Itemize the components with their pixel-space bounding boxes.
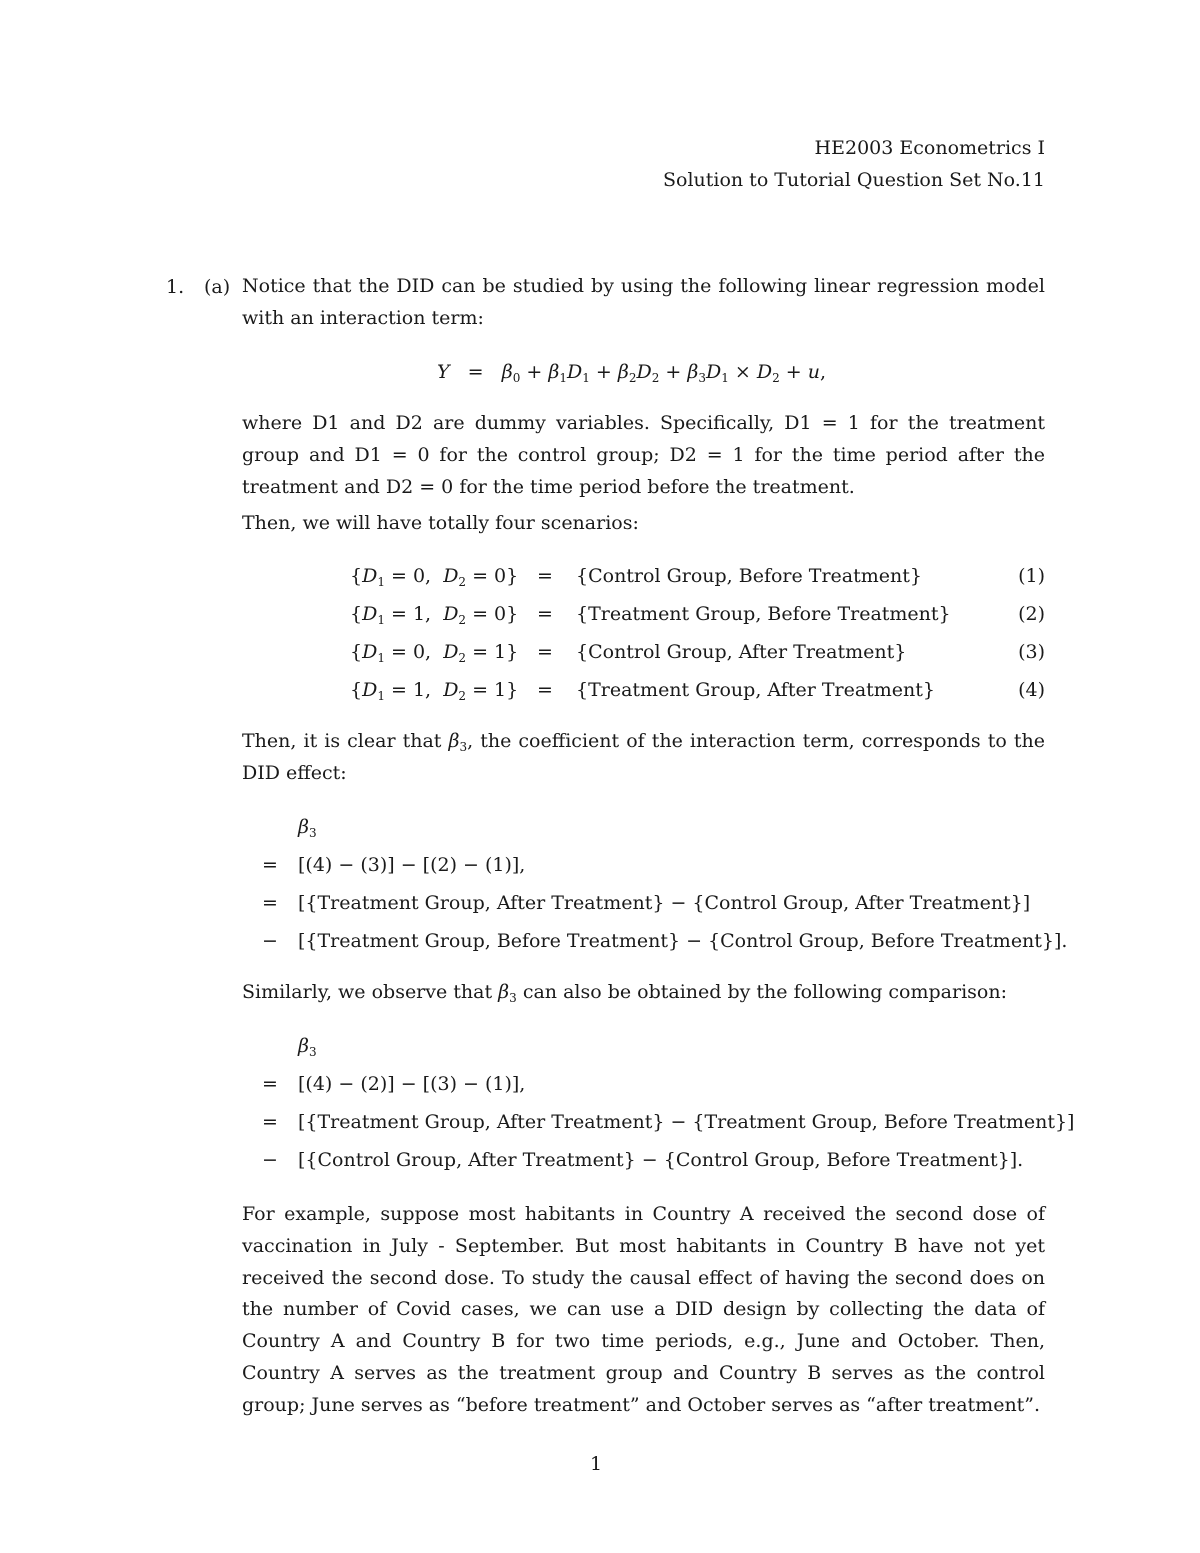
scenario-lhs: {$D_1 = 0$, $D_2 = 0$} bbox=[350, 565, 519, 589]
equals-sign: = bbox=[537, 679, 553, 701]
equals-sign: = bbox=[262, 1111, 278, 1133]
derivation-line: [{Control Group, After Treatment} − {Control Group, Before Treatment}]. bbox=[298, 1149, 1024, 1171]
equation-tag: (4) bbox=[1018, 679, 1045, 701]
scenario-rhs: {Control Group, After Treatment} bbox=[576, 641, 907, 663]
equals-sign: = bbox=[537, 641, 553, 663]
derivation-line: [{Treatment Group, After Treatment} − {Control Group, After Treatment}] bbox=[298, 892, 1031, 914]
scenario-lhs: {$D_1 = 1$, $D_2 = 0$} bbox=[350, 603, 519, 627]
minus-sign: − bbox=[262, 930, 278, 952]
equals-sign: = bbox=[262, 1073, 278, 1095]
regression-equation: $Y = \beta_0 + \beta_1D_1 + \beta_2D_2 + \beta_3D_1 \times D_2 + u$, bbox=[437, 361, 827, 385]
did-effect-text: Then, it is clear that $\beta_3$, the coefficient of the interaction term, corresponds to the DID effect: bbox=[242, 730, 1045, 784]
question-number: 1. bbox=[166, 276, 185, 298]
derivation-line: [{Treatment Group, After Treatment} − {Treatment Group, Before Treatment}] bbox=[298, 1111, 1075, 1133]
scenarios-intro: Then, we will have totally four scenarios: bbox=[242, 512, 639, 534]
equals-sign: = bbox=[537, 603, 553, 625]
equals-sign: = bbox=[262, 854, 278, 876]
question-part: (a) bbox=[204, 276, 231, 298]
equals-sign: = bbox=[262, 892, 278, 914]
derivation-line: [(4) − (3)] − [(2) − (1)], bbox=[298, 854, 526, 876]
derivation-line: [(4) − (2)] − [(3) − (1)], bbox=[298, 1073, 526, 1095]
scenario-rhs: {Treatment Group, Before Treatment} bbox=[576, 603, 951, 625]
equation-tag: (1) bbox=[1018, 565, 1045, 587]
beta3-symbol: $\beta_3$ bbox=[298, 1035, 317, 1059]
scenario-rhs: {Control Group, Before Treatment} bbox=[576, 565, 922, 587]
scenario-rhs: {Treatment Group, After Treatment} bbox=[576, 679, 936, 701]
equation-tag: (2) bbox=[1018, 603, 1045, 625]
derivation-line: [{Treatment Group, Before Treatment} − {Control Group, Before Treatment}]. bbox=[298, 930, 1068, 952]
equals-sign: = bbox=[537, 565, 553, 587]
equation-tag: (3) bbox=[1018, 641, 1045, 663]
intro-paragraph: Notice that the DID can be studied by using the following linear regression model with an interaction term: bbox=[242, 275, 1045, 329]
document-subtitle: Solution to Tutorial Question Set No.11 bbox=[662, 169, 1045, 191]
similarly-text: Similarly, we observe that $\beta_3$ can also be obtained by the following comparison: bbox=[242, 981, 1007, 1005]
scenario-lhs: {$D_1 = 0$, $D_2 = 1$} bbox=[350, 641, 519, 665]
example-paragraph: For example, suppose most habitants in Country A received the second dose of vaccination in July - September. But most habitants in Country B have not yet received the second dose. To study the causal effect of having the second does on the number of Covid cases, we can use a DID design by collecting the data of Country A and Country B for two time periods, e.g., June and October. Then, Country A serves as the treatment group and Country B serves as the control group; June serves as “before treatment” and October serves as “after treatment”. bbox=[242, 1203, 1045, 1416]
beta3-symbol: $\beta_3$ bbox=[298, 816, 317, 840]
minus-sign: − bbox=[262, 1149, 278, 1171]
page-number: 1 bbox=[590, 1453, 603, 1475]
dummy-definition: where D1 and D2 are dummy variables. Specifically, D1 = 1 for the treatment group and D1 = 0 for the control group; D2 = 1 for the time period after the treatment and D2 = 0 for the time period before the treatment. bbox=[242, 412, 1045, 498]
scenario-lhs: {$D_1 = 1$, $D_2 = 1$} bbox=[350, 679, 519, 703]
course-title: HE2003 Econometrics I bbox=[814, 137, 1045, 159]
